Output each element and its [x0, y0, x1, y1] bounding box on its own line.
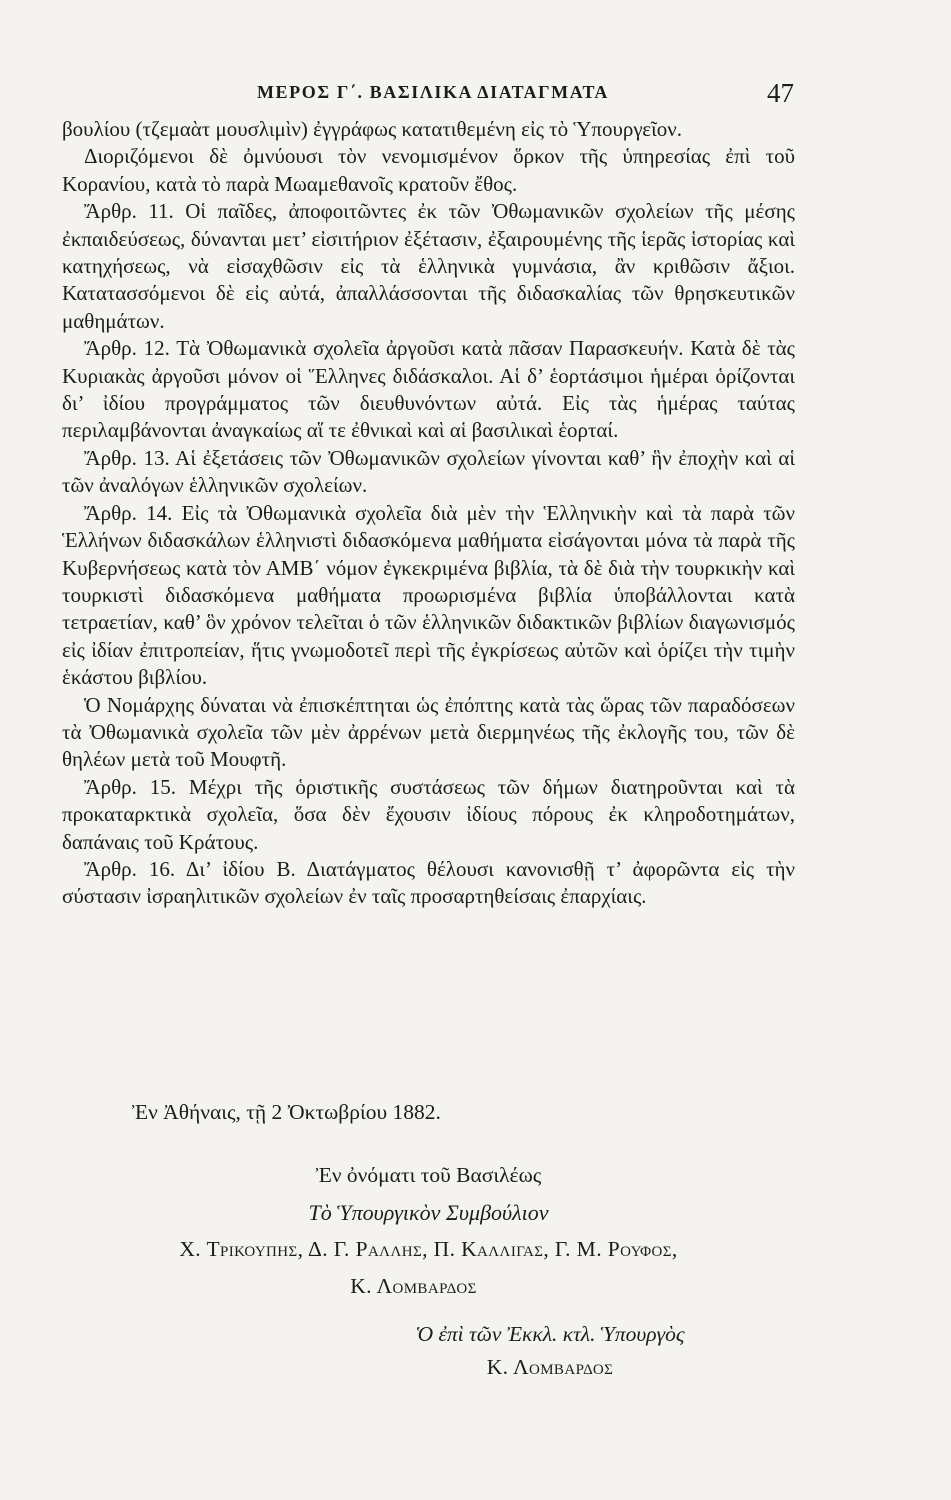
signature-block: [62, 1157, 795, 1305]
paragraph: Διοριζόμενοι δὲ ὀμνύουσι τὸν νενομισμένον ὅρκον τῆς ὑπηρεσίας ἐπὶ τοῦ Κορανίου, κατὰ τὸ παρὰ Μωαμεθανοῖς κρατοῦν ἔθος.: [62, 144, 795, 196]
minister-role: Ὁ ἐπὶ τῶν Ἐκκλ. κτλ. Ὑπουργὸς: [415, 1322, 685, 1346]
article-11: Ἄρθρ. 11. Οἱ παῖδες, ἀποφοιτῶντες ἐκ τῶν Ὀθωμανικῶν σχολείων τῆς μέσης ἐκπαιδεύσεως, δύνανται μετ’ εἰσιτήριον ἐξέτασιν, ἐξαιρουμένης τῆς ἱερᾶς ἱστορίας καὶ κατηχήσεως, νὰ εἰσαχθῶσιν εἰς τὰ ἑλληνικὰ γυμνάσια, ἂν κριθῶσιν ἄξιοι. Κατατασσόμενοι δὲ εἰς αὐτά, ἀπαλλάσσονται τῆς διδασκαλίας τῶν θρησκευτικῶν μαθημάτων.: [62, 199, 795, 333]
signatory-names-continued: Κ. Λομβαρδος: [350, 1274, 477, 1298]
article-13: Ἄρθρ. 13. Αἱ ἐξετάσεις τῶν Ὀθωμανικῶν σχολείων γίνονται καθ’ ἣν ἐποχὴν καὶ αἱ τῶν ἀναλόγων ἑλληνικῶν σχολείων.: [62, 445, 795, 498]
article-12: Ἄρθρ. 12. Τὰ Ὀθωμανικὰ σχολεῖα ἀργοῦσι κατὰ πᾶσαν Παρασκευήν. Κατὰ δὲ τὰς Κυριακὰς ἀργοῦσι μόνον οἱ Ἕλληνες διδάσκαλοι. Αἱ δ’ ἑορτάσιμοι ἡμέραι ὁρίζονται δι’ ἰδίου προγράμματος τῶν διευθυνόντων αὐτά. Εἰς τὰς ἡμέρας ταύτας περιλαμβάνονται ἀναγκαίως αἵ τε ἐθνικαὶ καὶ αἱ βασιλικαὶ ἑορταί.: [62, 336, 795, 443]
article-16: Ἄρθρ. 16. Δι’ ἰδίου Β. Διατάγματος θέλουσι κανονισθῇ τ’ ἀφορῶντα εἰς τὴν σύστασιν ἰσραηλιτικῶν σχολείων ἐν ταῖς προσαρτηθείσαις ἐπαρχίαις.: [62, 856, 795, 909]
paragraph: Ὁ Νομάρχης δύναται νὰ ἐπισκέπτηται ὡς ἐπόπτης κατὰ τὰς ὥρας τῶν παραδόσεων τὰ Ὀθωμανικὰ σχολεῖα τῶν μὲν ἀρρένων μετὰ διερμηνέως τῆς ἐκλογῆς του, τῶν δὲ θηλέων μετὰ τοῦ Μουφτῆ.: [62, 692, 795, 772]
countersignature: [330, 1318, 770, 1384]
paragraph: βουλίου (τζεμαὰτ μουσλιμὶν) ἐγγράφως κατατιθεμένη εἰς τὸ Ὑπουργεῖον.: [62, 117, 683, 141]
page-number: 47: [767, 78, 794, 108]
dateline: Ἐν Ἀθήναις, τῇ 2 Ὀκτωβρίου 1882.: [132, 1100, 441, 1124]
signature-heading: Ἐν ὀνόματι τοῦ Βασιλέως: [315, 1163, 542, 1187]
running-title: ΜΕΡΟΣ Γ΄. ΒΑΣΙΛΙΚΑ ΔΙΑΤΑΓΜΑΤΑ: [256, 82, 610, 102]
minister-name: Κ. Λομβαρδος: [486, 1355, 614, 1379]
article-15: Ἄρθρ. 15. Μέχρι τῆς ὁριστικῆς συστάσεως τῶν δήμων διατηροῦνται καὶ τὰ προκαταρκτικὰ σχολεῖα, ὅσα δὲν ἔχουσιν ἰδίους πόρους ἐκ κληροδοτημάτων, δαπάναις τοῦ Κράτους.: [62, 774, 795, 854]
page-header: [72, 78, 794, 112]
article-14: Ἄρθρ. 14. Εἰς τὰ Ὀθωμανικὰ σχολεῖα διὰ μὲν τὴν Ἑλληνικὴν καὶ τὰ παρὰ τῶν Ἑλλήνων διδασκάλων ἑλληνιστὶ διδασκόμενα μαθήματα εἰσάγονται μόνα τὰ παρὰ τῆς Κυβερνήσεως κατὰ τὸν ΑΜΒ΄ νόμον ἐγκεκριμένα βιβλία, τὰ δὲ διὰ τὴν τουρκικὴν καὶ τουρκιστὶ διδασκόμενα μαθήματα προωρισμένα βιβλία ὑποβάλλονται κατὰ τετραετίαν, καθ’ ὃν χρόνον τελεῖται ὁ τῶν ἑλληνικῶν διδακτικῶν βιβλίων διαγωνισμός εἰς ἰδίαν ἐπιτροπείαν, ἥτις γνωμοδοτεῖ περὶ τῆς ἐγκρίσεως αὐτῶν καὶ ὁρίζει τὴν τιμὴν ἑκάστου βιβλίου.: [62, 500, 795, 690]
body-text: [62, 116, 795, 911]
council-title: Τὸ Ὑπουργικὸν Συμβούλιον: [308, 1200, 549, 1225]
signatory-names: Χ. Τρικουπης, Δ. Γ. Ραλλης, Π. Καλλιγας, Γ. Μ. Ρουφος,: [179, 1237, 678, 1261]
